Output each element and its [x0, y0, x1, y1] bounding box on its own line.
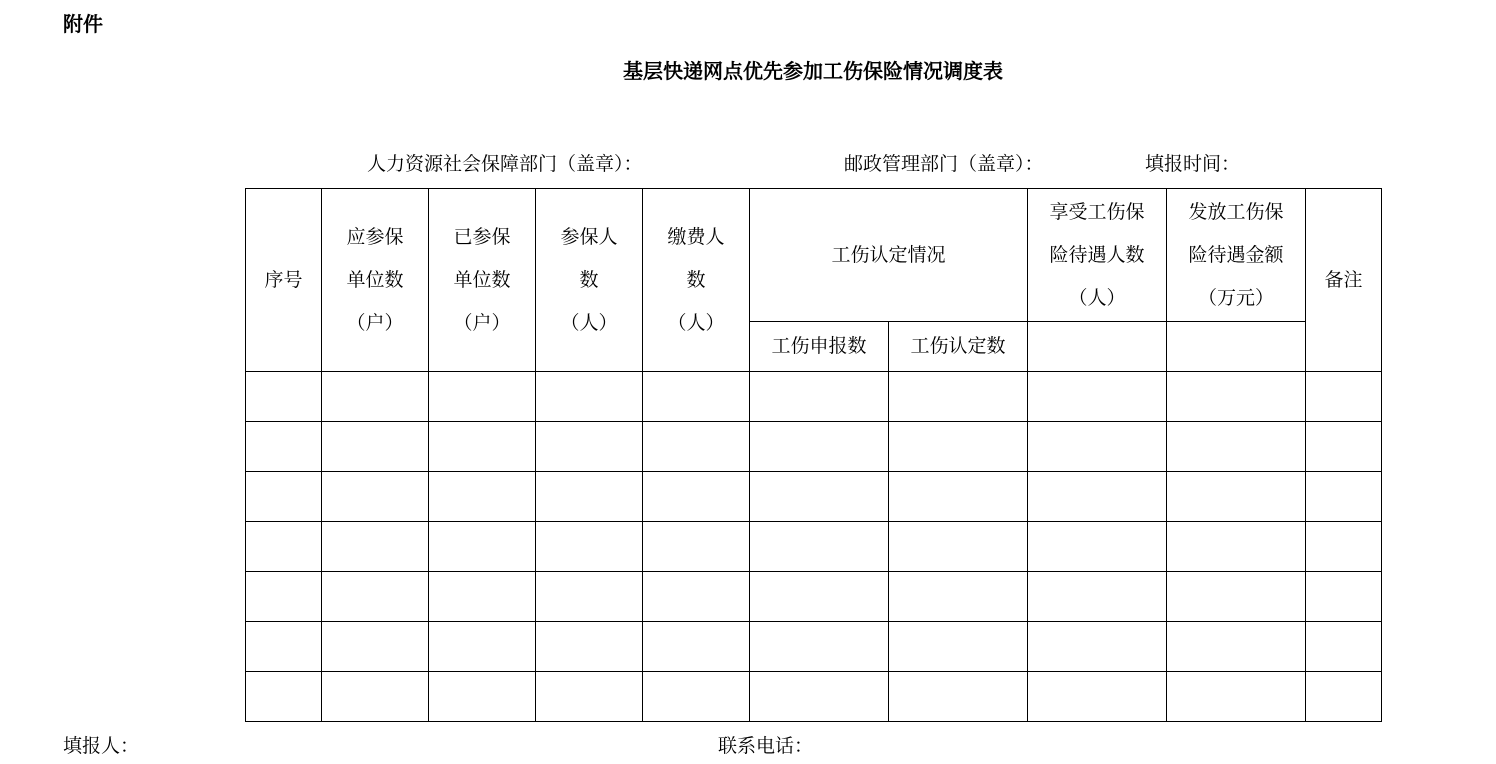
- table-cell[interactable]: [1306, 422, 1382, 472]
- table-cell[interactable]: [889, 572, 1028, 622]
- table-cell[interactable]: [246, 622, 322, 672]
- header-line: （人）: [667, 311, 725, 334]
- table-cell[interactable]: [246, 422, 322, 472]
- table-cell[interactable]: [536, 422, 643, 472]
- table-cell[interactable]: [536, 372, 643, 422]
- table-cell[interactable]: [429, 622, 536, 672]
- header-line: 单位数: [453, 268, 511, 291]
- table-cell[interactable]: [750, 522, 889, 572]
- table-cell[interactable]: [1306, 472, 1382, 522]
- table-cell[interactable]: [1167, 672, 1306, 722]
- table-cell[interactable]: [750, 672, 889, 722]
- table-cell[interactable]: [643, 572, 750, 622]
- header-line: （户）: [346, 311, 404, 334]
- phone-field: 联系电话：: [718, 735, 814, 757]
- table-cell[interactable]: [1028, 472, 1167, 522]
- table-cell[interactable]: [1028, 672, 1167, 722]
- table-cell[interactable]: [536, 622, 643, 672]
- table-cell[interactable]: [1028, 422, 1167, 472]
- table-cell[interactable]: [750, 372, 889, 422]
- table-cell[interactable]: [889, 522, 1028, 572]
- table-cell[interactable]: [322, 422, 429, 472]
- header-line: （人）: [1068, 286, 1126, 309]
- header-line: 缴费人: [667, 225, 725, 248]
- table-cell[interactable]: [1306, 572, 1382, 622]
- table-cell[interactable]: [1167, 572, 1306, 622]
- table-cell[interactable]: [1167, 522, 1306, 572]
- table-cell[interactable]: [429, 522, 536, 572]
- table-cell[interactable]: [889, 372, 1028, 422]
- table-cell[interactable]: [1167, 372, 1306, 422]
- header-injury-group: 工伤认定情况: [750, 189, 1028, 322]
- table-row: [246, 372, 1382, 422]
- table-cell[interactable]: [643, 522, 750, 572]
- header-insured-units: [429, 189, 536, 372]
- header-benefit-amount: [1167, 189, 1306, 322]
- table-cell[interactable]: [643, 472, 750, 522]
- header-benefit-people-blank: [1028, 322, 1167, 372]
- table-cell[interactable]: [322, 622, 429, 672]
- table-cell[interactable]: [429, 572, 536, 622]
- attachment-label: 附件: [63, 12, 103, 36]
- header-remarks: 备注: [1306, 189, 1382, 372]
- header-line: 险待遇金额: [1188, 243, 1284, 266]
- table-cell[interactable]: [429, 422, 536, 472]
- table-cell[interactable]: [1306, 522, 1382, 572]
- header-insured-people: [536, 189, 643, 372]
- table-cell[interactable]: [750, 472, 889, 522]
- table-cell[interactable]: [889, 672, 1028, 722]
- table-row: [246, 522, 1382, 572]
- table-row: [246, 422, 1382, 472]
- header-paying-people: [643, 189, 750, 372]
- header-line: （户）: [453, 311, 511, 334]
- table-cell[interactable]: [643, 622, 750, 672]
- header-line: 应参保: [346, 225, 404, 248]
- table-cell[interactable]: [1167, 422, 1306, 472]
- table-body: [246, 189, 1382, 722]
- table-cell[interactable]: [536, 572, 643, 622]
- table-cell[interactable]: [1306, 372, 1382, 422]
- table-cell[interactable]: [429, 672, 536, 722]
- header-line: 单位数: [346, 268, 404, 291]
- header-line: 参保人: [560, 225, 618, 248]
- table-cell[interactable]: [322, 472, 429, 522]
- header-line: 险待遇人数: [1049, 243, 1145, 266]
- table-cell[interactable]: [643, 372, 750, 422]
- table-cell[interactable]: [1167, 472, 1306, 522]
- header-line: （人）: [560, 311, 618, 334]
- table-cell[interactable]: [889, 472, 1028, 522]
- table-cell[interactable]: [889, 422, 1028, 472]
- table-cell[interactable]: [1028, 572, 1167, 622]
- table-cell[interactable]: [1028, 522, 1167, 572]
- header-injury-confirmed: 工伤认定数: [889, 322, 1028, 372]
- table-cell[interactable]: [322, 522, 429, 572]
- table-cell[interactable]: [750, 622, 889, 672]
- header-line: 数: [579, 268, 599, 291]
- table-cell[interactable]: [322, 672, 429, 722]
- header-should-insured-units: [322, 189, 429, 372]
- header-line: 享受工伤保: [1049, 200, 1145, 223]
- hr-department-field: 人力资源社会保障部门（盖章）：: [367, 153, 643, 175]
- table-cell[interactable]: [246, 572, 322, 622]
- header-line: 发放工伤保: [1188, 200, 1284, 223]
- table-cell[interactable]: [536, 672, 643, 722]
- table-cell[interactable]: [429, 372, 536, 422]
- table-cell[interactable]: [322, 572, 429, 622]
- table-cell[interactable]: [643, 422, 750, 472]
- table-row: [246, 572, 1382, 622]
- injury-insurance-table: [245, 188, 1382, 722]
- table-cell[interactable]: [536, 522, 643, 572]
- table-row: [246, 622, 1382, 672]
- header-benefit-people: [1028, 189, 1167, 322]
- table-cell[interactable]: [750, 572, 889, 622]
- table-row: [246, 672, 1382, 722]
- table-cell[interactable]: [1306, 622, 1382, 672]
- table-cell[interactable]: [1167, 622, 1306, 672]
- fill-time-field: 填报时间：: [1145, 153, 1241, 175]
- header-line: 已参保: [453, 225, 511, 248]
- table-cell[interactable]: [322, 372, 429, 422]
- table-cell[interactable]: [1028, 622, 1167, 672]
- table-cell[interactable]: [750, 422, 889, 472]
- table-cell[interactable]: [889, 622, 1028, 672]
- document-title: 基层快递网点优先参加工伤保险情况调度表: [623, 59, 1003, 83]
- table-cell[interactable]: [1028, 372, 1167, 422]
- header-benefit-amount-blank: [1167, 322, 1306, 372]
- header-line: （万元）: [1198, 286, 1275, 309]
- filler-field: 填报人：: [63, 735, 140, 757]
- table-cell[interactable]: [536, 472, 643, 522]
- postal-department-field: 邮政管理部门（盖章）：: [844, 153, 1044, 175]
- table-cell[interactable]: [1306, 672, 1382, 722]
- table-cell[interactable]: [429, 472, 536, 522]
- header-line: 数: [686, 268, 706, 291]
- table-cell[interactable]: [246, 472, 322, 522]
- header-injury-reported: 工伤申报数: [750, 322, 889, 372]
- table-cell[interactable]: [246, 672, 322, 722]
- header-seq: 序号: [246, 189, 322, 372]
- table-header-row: [246, 189, 1382, 322]
- table-cell[interactable]: [643, 672, 750, 722]
- table-cell[interactable]: [246, 372, 322, 422]
- table-row: [246, 472, 1382, 522]
- table-cell[interactable]: [246, 522, 322, 572]
